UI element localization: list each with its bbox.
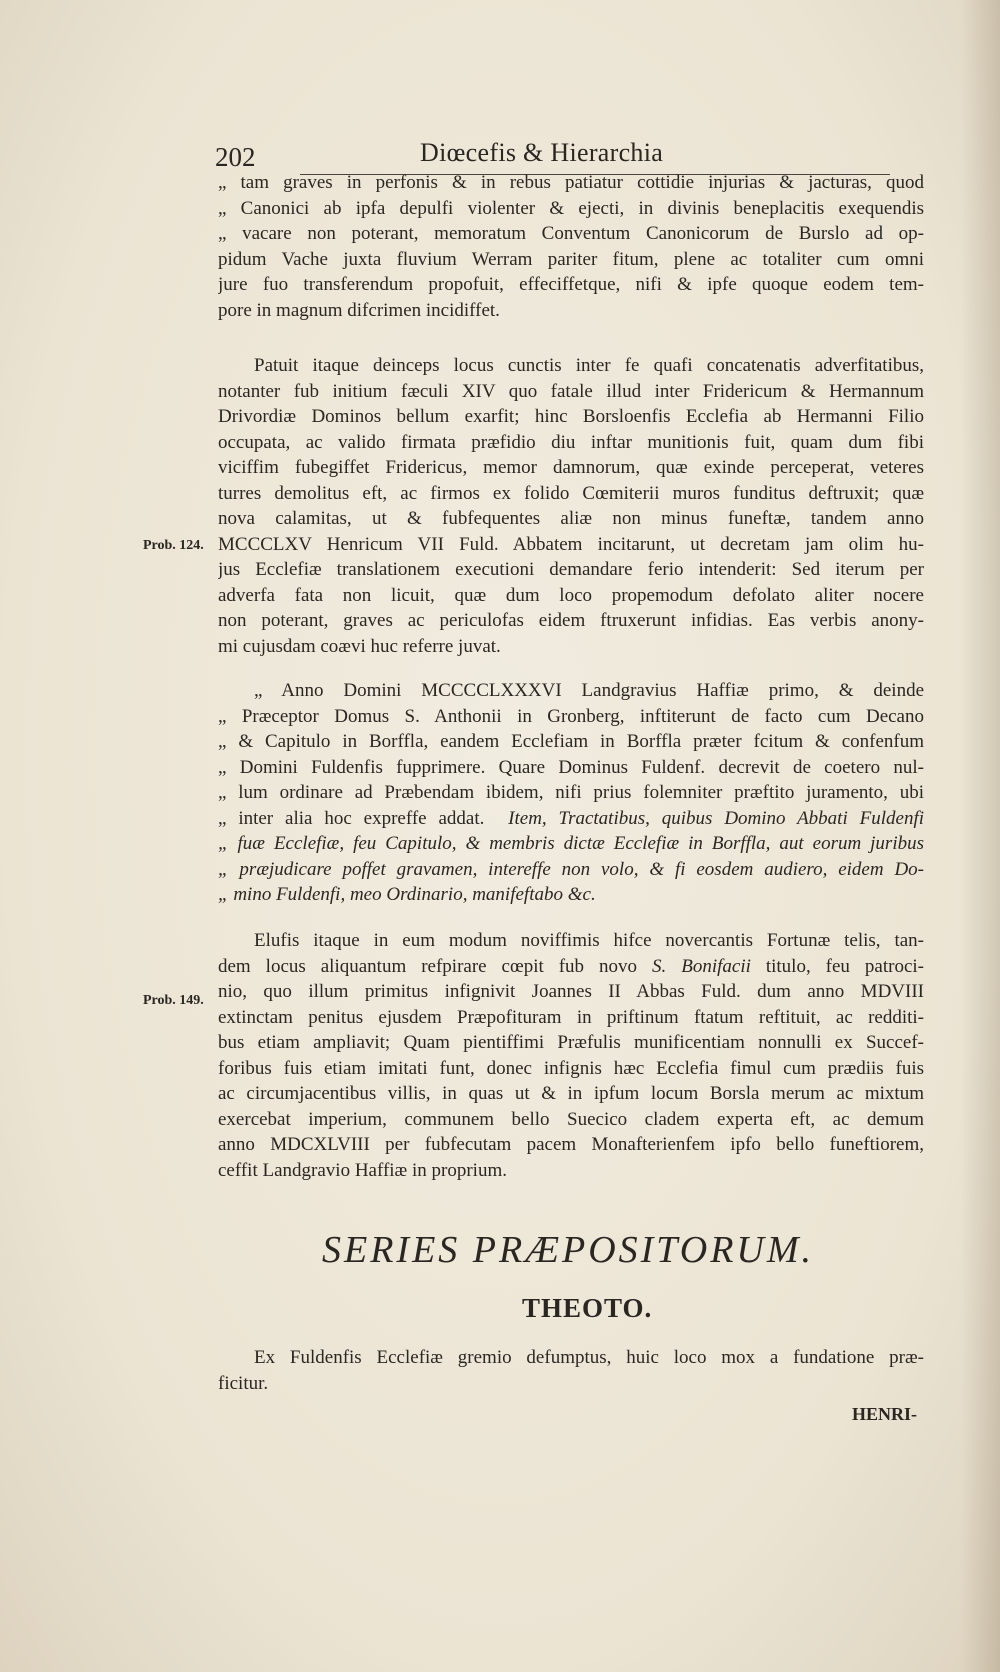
paragraph-1 — [218, 170, 924, 323]
text-segment: dem locus aliquantum refpirare cœpit fub novo — [218, 955, 638, 977]
margin-note-prob-149: Prob. 149. — [143, 993, 204, 1008]
text-line: „ Præceptor Domus S. Anthonii in Gronberg, inftiterunt de facto cum Decano — [218, 705, 924, 727]
italic-segment: Item, Tractatibus, quibus Domino Abbati Fuldenfi — [508, 807, 924, 829]
text-segment: titulo, feu patroci- — [765, 955, 924, 977]
text-line: extinctam penitus ejusdem Præpofituram in priftinum ftatum reftituit, ac redditi- — [218, 1006, 924, 1028]
paragraph-3 — [218, 678, 924, 908]
text-line: „ Anno Domini MCCCCLXXXVI Landgravius Haffiæ primo, & deinde — [254, 680, 924, 701]
text-line: Ex Fuldenfis Ecclefiæ gremio defumptus, huic loco mox a fundatione præ- — [254, 1347, 924, 1368]
text-line: Elufis itaque in eum modum noviffimis hifce novercantis Fortunæ telis, tan- — [254, 930, 924, 951]
section-title: SERIES PRÆPOSITORUM. — [322, 1229, 815, 1271]
running-title: Diœcefis & Hierarchia — [420, 138, 664, 167]
text-line: bus etiam ampliavit; Quam pientiffimi Præfulis munificentiam nonnulli ex Succef- — [218, 1032, 924, 1053]
text-line-mixed — [218, 954, 924, 980]
paragraph-2 — [218, 353, 924, 659]
text-line: „ lum ordinare ad Præbendam ibidem, nifi prius folemniter præftito juramento, ubi — [218, 782, 924, 803]
text-line: exercebat imperium, communem bello Suecico cladem experta eft, ac demum — [218, 1108, 924, 1130]
text-line: „ vacare non poterant, memoratum Conventum Canonicorum de Burslo ad op- — [218, 223, 924, 244]
text-line: MCCCLXV Henricum VII Fuld. Abbatem incitarunt, ut decretam jam olim hu- — [218, 533, 924, 555]
page-number: 202 — [215, 142, 256, 172]
margin-note-prob-124: Prob. 124. — [143, 538, 204, 553]
text-line: „ tam graves in perfonis & in rebus patiatur cottidie injurias & jacturas, quod — [218, 172, 924, 193]
text-line: Drivordiæ Dominos bellum exarfit; hinc Borsloenfis Ecclefia ab Hermanni Filio — [218, 406, 924, 427]
text-line: „ Canonici ab ipfa depulfi violenter & ejecti, in divinis beneplacitis exequendis — [218, 197, 924, 219]
text-line: ceffit Landgravio Haffiæ in proprium. — [218, 1159, 507, 1181]
text-line: jure fuo transferendum propofuit, effeciffetque, nifi & ipfe quoque eodem tem- — [218, 274, 924, 295]
text-segment: „ inter alia hoc expreffe addat. — [218, 807, 485, 829]
italic-line: „ præjudicare poffet gravamen, intereffe non volo, & fi eosdem audiero, eidem Do- — [218, 858, 924, 880]
text-line: occupata, ac valido firmata præfidio diu inftar munitionis fuit, quam dum fibi — [218, 431, 924, 453]
text-line: ficitur. — [218, 1372, 269, 1394]
text-line: foribus fuis etiam imitati funt, donec infignis hæc Ecclefia fimul cum prædiis fuis — [218, 1057, 924, 1079]
text-line: nova calamitas, ut & fubfequentes aliæ non minus funeftæ, tandem anno — [218, 508, 924, 529]
page-edge-shadow — [960, 0, 1000, 1672]
text-line: notanter fub initium fæculi XIV quo fatale illud inter Fridericum & Hermannum — [218, 380, 924, 402]
text-line: „ Domini Fuldenfis fupprimere. Quare Dominus Fuldenf. decrevit de coetero nul- — [218, 756, 924, 778]
text-line: adverfa fata non licuit, quæ dum loco propemodum defolato aliter nocere — [218, 584, 924, 606]
italic-segment: S. Bonifacii — [652, 955, 751, 977]
text-line: anno MDCXLVIII per fubfecutam pacem Monafterienfem ipfo bello funeftiorem, — [218, 1134, 924, 1155]
italic-line: „ fuæ Ecclefiæ, feu Capitulo, & membris dictæ Ecclefiæ in Borffla, aut eorum juribus — [218, 833, 924, 854]
text-line: non poterant, graves ac periculofas eidem ftruxerunt infidias. Eas verbis anony- — [218, 610, 924, 631]
text-line: jus Ecclefiæ translationem executioni demandare ferio intenderit: Sed iterum per — [218, 559, 924, 580]
paragraph-4 — [218, 928, 924, 1183]
text-line: nio, quo illum primitus infignivit Joannes II Abbas Fuld. dum anno MDVIII — [218, 981, 924, 1002]
text-line-mixed — [218, 806, 924, 832]
section-subtitle: THEOTO. — [522, 1293, 653, 1323]
catchword: HENRI- — [852, 1404, 918, 1424]
paragraph-5 — [218, 1345, 924, 1396]
text-line: mi cujusdam coævi huc referre juvat. — [218, 635, 501, 657]
text-line: „ & Capitulo in Borffla, eandem Ecclefiam in Borffla præter fcitum & confenfum — [218, 731, 924, 752]
text-line: ac circumjacentibus villis, in quas ut & in ipfum locum Borsla merum ac mixtum — [218, 1083, 924, 1104]
text-line: pidum Vache juxta fluvium Werram pariter fitum, plene ac totaliter cum omni — [218, 248, 924, 270]
italic-line: „ mino Fuldenfi, meo Ordinario, manifeftabo &c. — [218, 884, 596, 905]
text-line: viciffim fubegiffet Fridericus, memor damnorum, quæ exinde perceperat, veteres — [218, 457, 924, 478]
text-line: pore in magnum difcrimen incidiffet. — [218, 299, 500, 321]
text-line: turres demolitus eft, ac firmos ex folido Cœmiterii muros funditus deftruxit; quæ — [218, 482, 924, 504]
text-line: Patuit itaque deinceps locus cunctis inter fe quafi concatenatis adverfitatibus, — [254, 355, 924, 376]
